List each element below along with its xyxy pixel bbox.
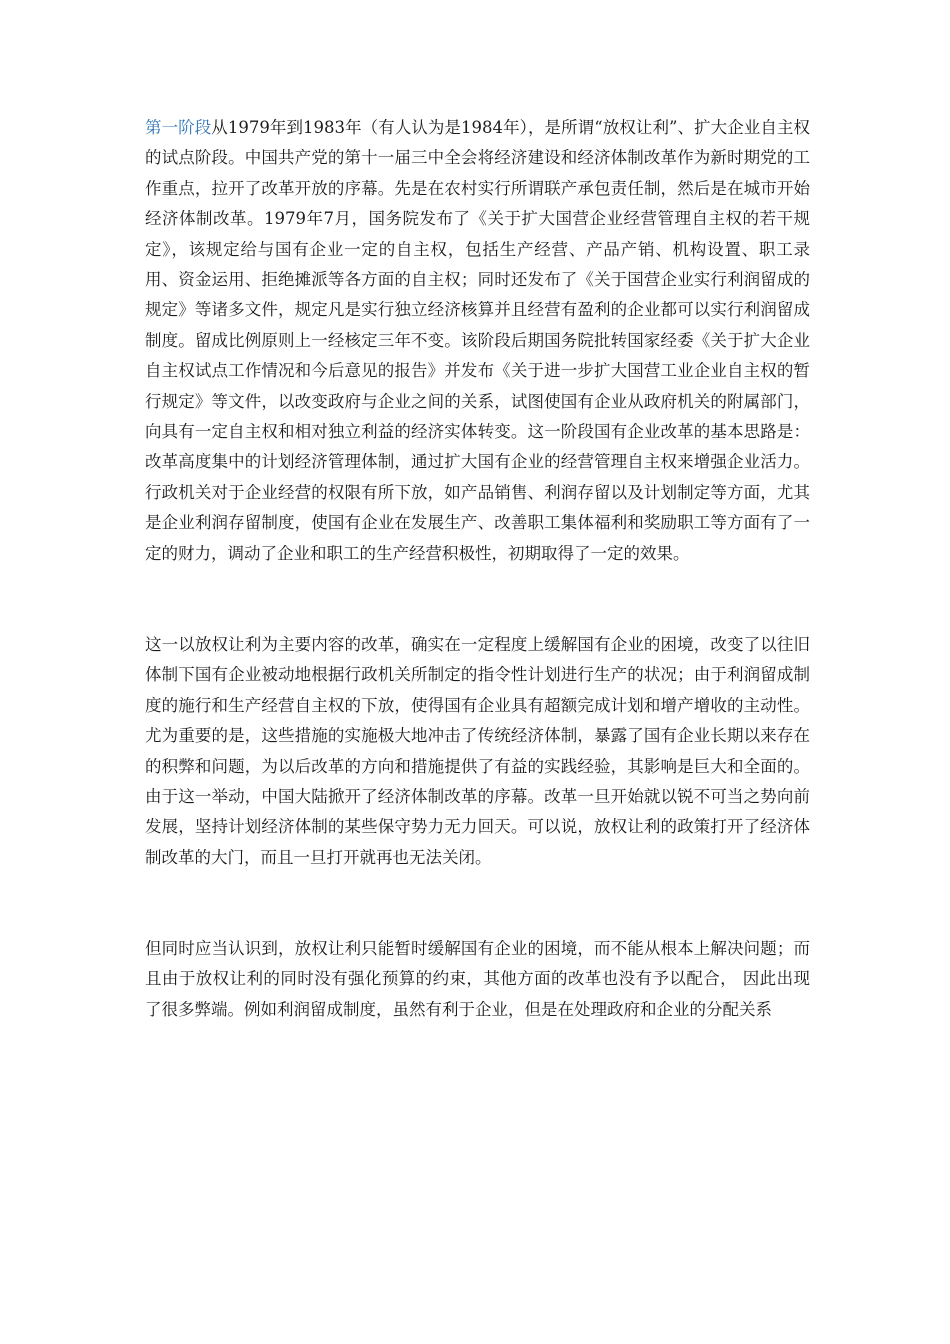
paragraph-2 <box>145 630 810 873</box>
paragraph-2-text: 这一以放权让利为主要内容的改革，确实在一定程度上缓解国有企业的困境，改变了以往旧体制下国有企业被动地根据行政机关所制定的指令性计划进行生产的状况；由于利润留成制度的施行和生产经营自主权的下放，使得国有企业具有超额完成计划和增产增收的主动性。尤为重要的是，这些措施的实施极大地冲击了传统经济体制，暴露了国有企业长期以来存在的积弊和问题，为以后改革的方向和措施提供了有益的实践经验，其影响是巨大和全面的。由于这一举动，中国大陆掀开了经济体制改革的序幕。改革一旦开始就以锐不可当之势向前发展，坚持计划经济体制的某些保守势力无力回天。可以说，放权让利的政策打开了经济体制改革的大门，而且一旦打开就再也无法关闭。 <box>145 634 810 867</box>
highlighted-lead-text: 第一阶段 <box>145 118 212 137</box>
document-body <box>145 113 810 1086</box>
paragraph-1 <box>145 113 810 569</box>
paragraph-3-text: 但同时应当认识到，放权让利只能暂时缓解国有企业的困境，而不能从根本上解决问题；而且由于放权让利的同时没有强化预算的约束，其他方面的改革也没有予以配合， 因此出现了很多弊端。例如利润留成制度，虽然有利于企业，但是在处理政府和企业的分配关系 <box>145 938 810 1019</box>
paragraph-3 <box>145 934 810 1025</box>
paragraph-1-text: 从1979年到1983年（有人认为是1984年），是所谓“放权让利”、扩大企业自主权的试点阶段。中国共产党的第十一届三中全会将经济建设和经济体制改革作为新时期党的工作重点，拉开了改革开放的序幕。先是在农村实行所谓联产承包责任制，然后是在城市开始经济体制改革。1979年7月，国务院发布了《关于扩大国营企业经营管理自主权的若干规定》，该规定给与国有企业一定的自主权，包括生产经营、产品产销、机构设置、职工录用、资金运用、拒绝摊派等各方面的自主权；同时还发布了《关于国营企业实行利润留成的规定》等诸多文件，规定凡是实行独立经济核算并且经营有盈利的企业都可以实行利润留成制度。留成比例原则上一经核定三年不变。该阶段后期国务院批转国家经委《关于扩大企业自主权试点工作情况和今后意见的报告》并发布《关于进一步扩大国营工业企业自主权的暂行规定》等文件，以改变政府与企业之间的关系，试图使国有企业从政府机关的附属部门，向具有一定自主权和相对独立利益的经济实体转变。这一阶段国有企业改革的基本思路是：改革高度集中的计划经济管理体制，通过扩大国有企业的经营管理自主权来增强企业活力。行政机关对于企业经营的权限有所下放，如产品销售、利润存留以及计划制定等方面，尤其是企业利润存留制度，使国有企业在发展生产、改善职工集体福利和奖励职工等方面有了一定的财力，调动了企业和职工的生产经营积极性，初期取得了一定的效果。 <box>145 118 810 563</box>
